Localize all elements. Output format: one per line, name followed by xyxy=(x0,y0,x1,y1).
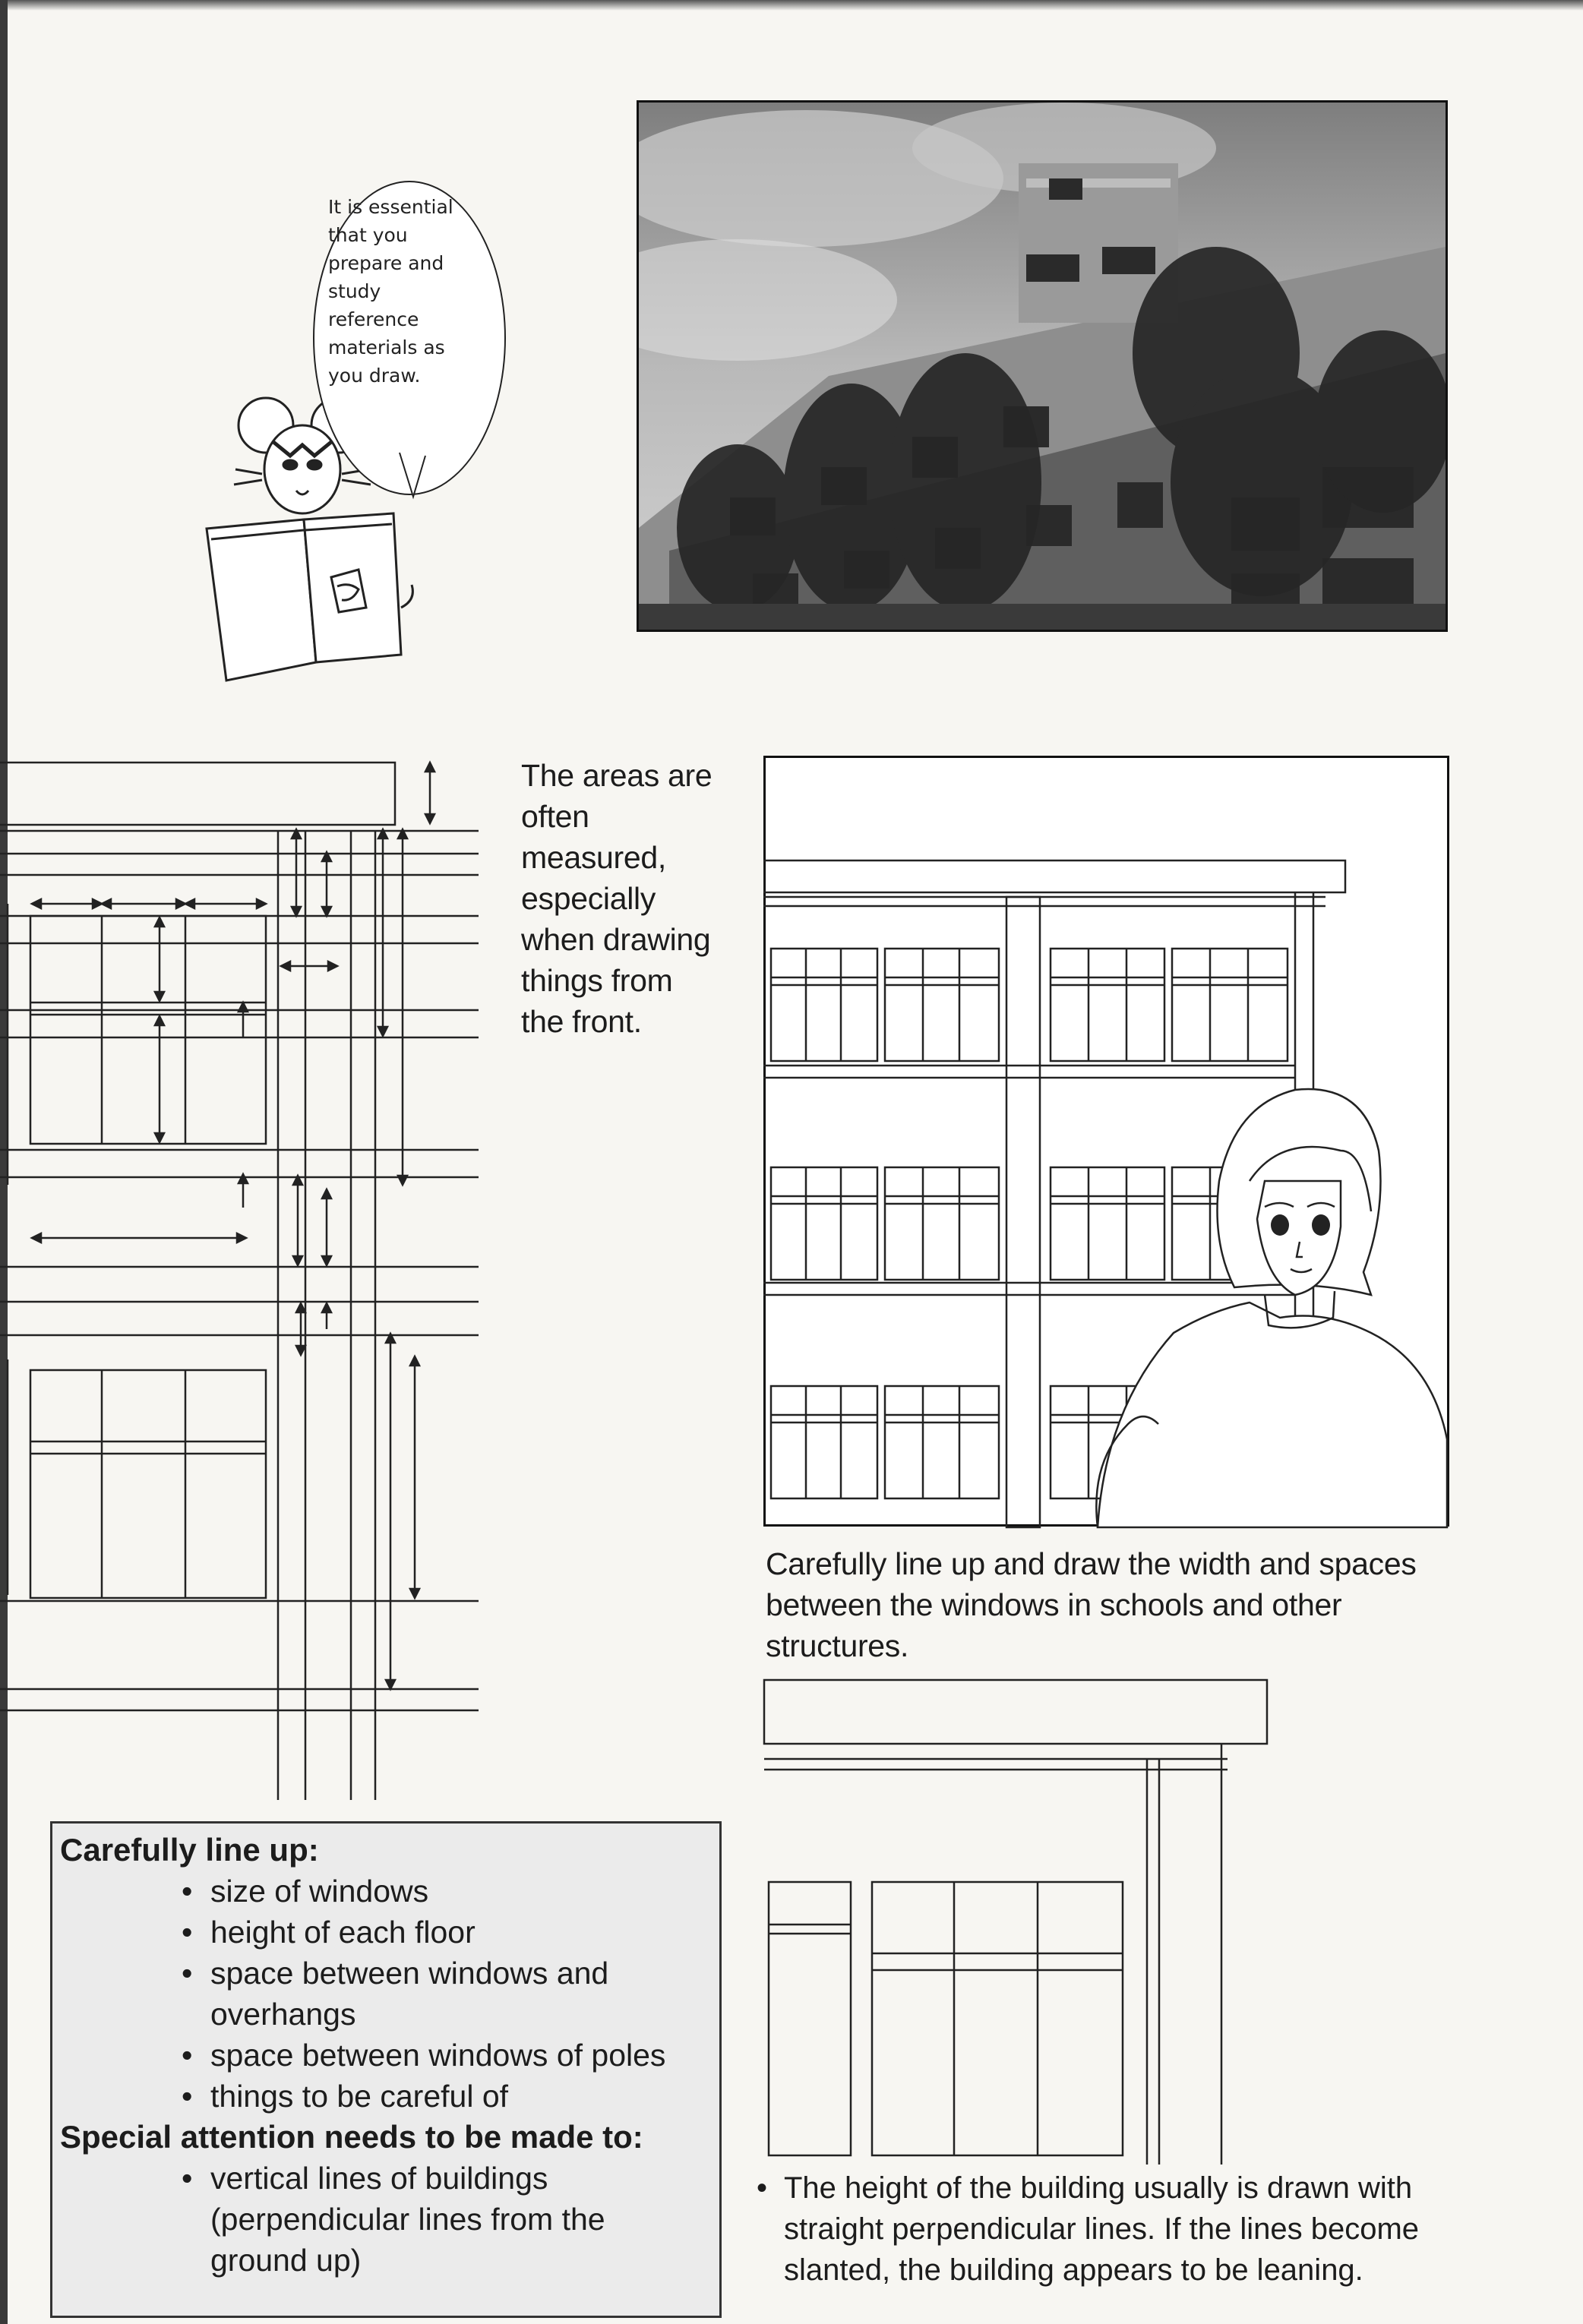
checklist-callout xyxy=(50,1821,722,2318)
bullet: • xyxy=(182,1956,193,1991)
measurement-note-line: The areas are xyxy=(521,758,713,793)
vertical-lines-note-line: The height of the building usually is drawn with xyxy=(784,2171,1413,2205)
window-caption-line: between the windows in schools and other xyxy=(766,1587,1342,1622)
measurement-diagram xyxy=(0,752,517,1800)
speech-bubble-line: that you xyxy=(328,224,408,246)
vertical-lines-note xyxy=(757,2168,1486,2291)
checklist-item xyxy=(60,2158,719,2281)
speech-bubble-line: reference xyxy=(328,308,419,330)
checklist-item xyxy=(60,2076,719,2117)
measurement-note-line: especially xyxy=(521,881,656,916)
checklist-item xyxy=(60,1871,719,1912)
checklist-item xyxy=(60,1912,719,1953)
checklist-item-line: overhangs xyxy=(210,1997,356,2032)
checklist-item-line: things to be careful of xyxy=(210,2079,509,2114)
school-window-illustration xyxy=(763,756,1452,1530)
speech-bubble-text xyxy=(328,193,480,390)
school-building-photo xyxy=(637,100,1448,632)
measurement-note xyxy=(521,755,749,1042)
bullet: • xyxy=(182,2038,193,2073)
checklist-heading: Carefully line up: xyxy=(60,1832,319,1868)
bullet: • xyxy=(182,1915,193,1950)
building-vertical-lines-illustration xyxy=(757,1678,1281,2165)
window-caption xyxy=(766,1543,1510,1666)
bullet: • xyxy=(182,2079,193,2114)
checklist-item-line: space between windows of poles xyxy=(210,2038,666,2073)
checklist-item-line: ground up) xyxy=(210,2243,362,2278)
checklist-item-line: space between windows and xyxy=(210,1956,609,1991)
measurement-note-line: often xyxy=(521,799,589,834)
measurement-note-line: things from xyxy=(521,963,673,998)
checklist-item xyxy=(60,2035,719,2076)
page-top-shadow xyxy=(0,0,1583,11)
vertical-lines-note-line: straight perpendicular lines. If the lines become xyxy=(784,2212,1420,2246)
measurement-note-line: when drawing xyxy=(521,922,711,957)
checklist-item-line: size of windows xyxy=(210,1874,429,1909)
window-caption-line: Carefully line up and draw the width and spaces xyxy=(766,1546,1417,1581)
checklist-item-line: (perpendicular lines from the xyxy=(210,2202,605,2237)
checklist-item xyxy=(60,1953,719,2035)
window-caption-line: structures. xyxy=(766,1628,909,1663)
speech-bubble-line: study xyxy=(328,280,381,302)
speech-bubble-line: materials as xyxy=(328,336,445,358)
measurement-note-line: measured, xyxy=(521,840,667,875)
speech-bubble-line: prepare and xyxy=(328,252,444,274)
bullet: • xyxy=(182,2161,193,2196)
measurement-note-line: the front. xyxy=(521,1004,642,1039)
checklist-heading: Special attention needs to be made to: xyxy=(60,2119,643,2155)
checklist-item-line: vertical lines of buildings xyxy=(210,2161,548,2196)
bullet: • xyxy=(182,1874,193,1909)
bullet: • xyxy=(757,2171,768,2205)
speech-bubble-line: you draw. xyxy=(328,365,421,387)
vertical-lines-note-line: slanted, the building appears to be leaning. xyxy=(784,2253,1363,2287)
speech-bubble-tail xyxy=(395,448,441,501)
checklist-item-line: height of each floor xyxy=(210,1915,476,1950)
speech-bubble-line: It is essential xyxy=(328,196,453,218)
